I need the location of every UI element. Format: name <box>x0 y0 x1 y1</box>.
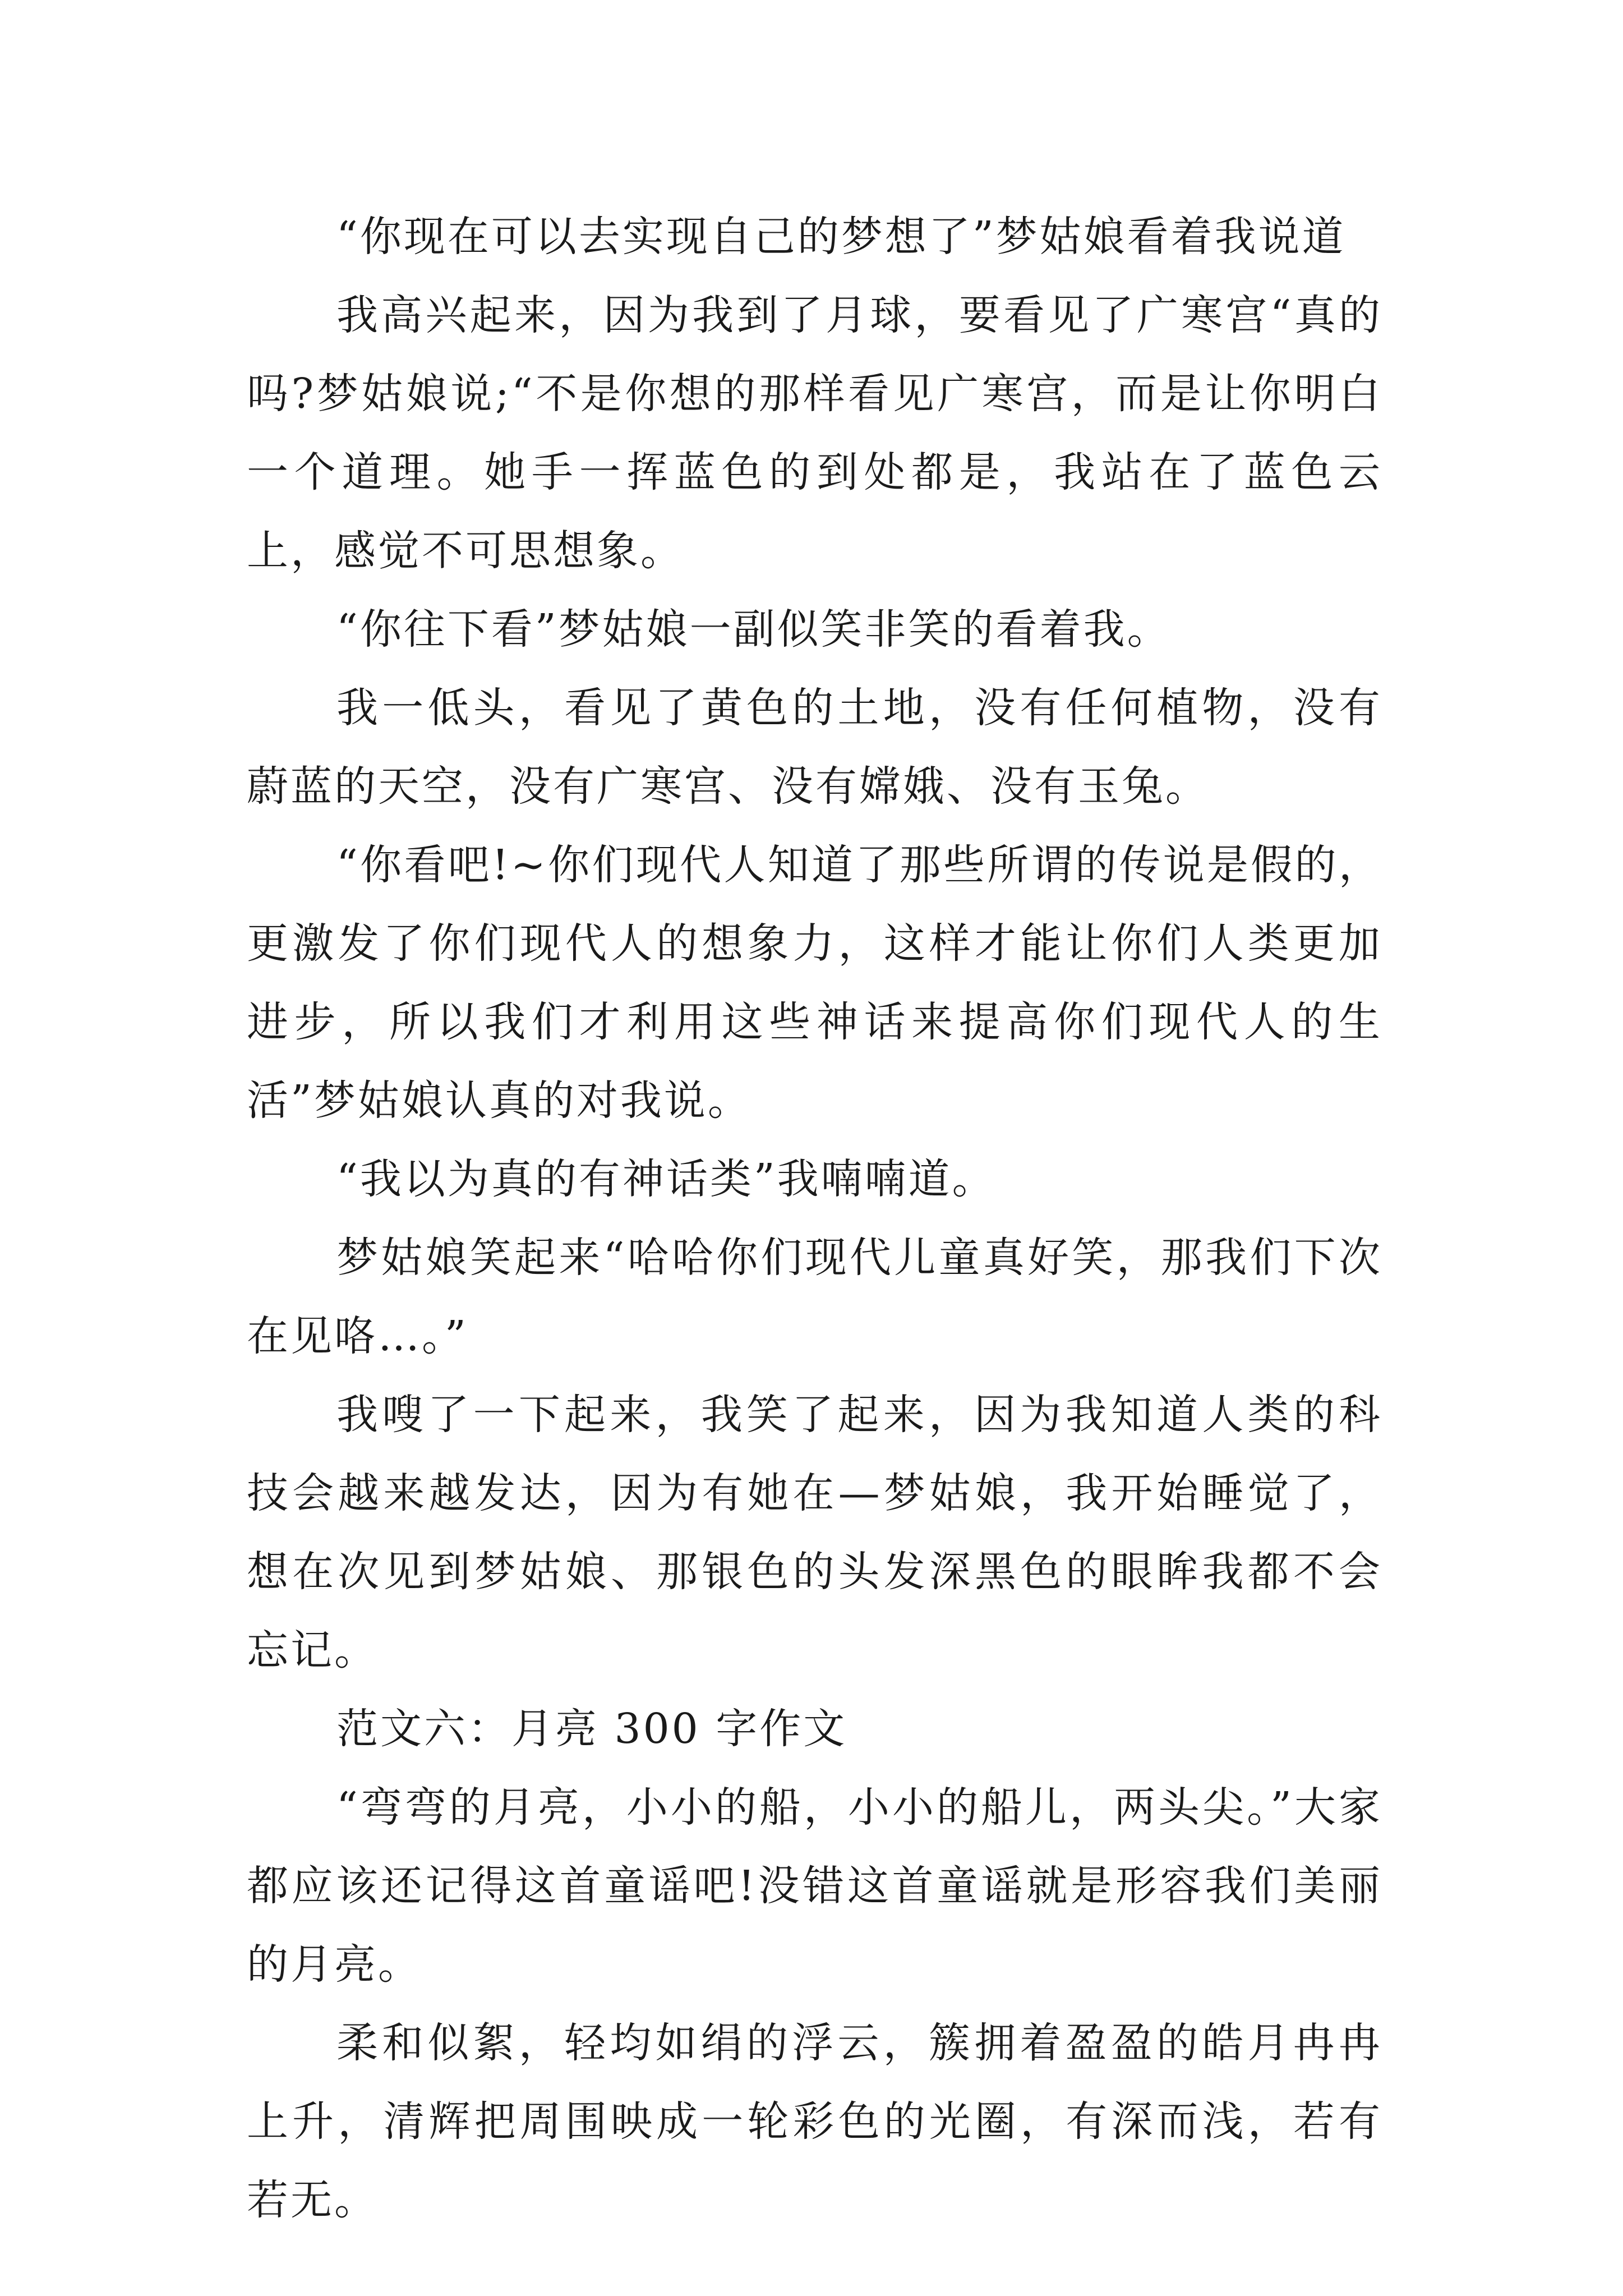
paragraph-2: 我高兴起来，因为我到了月球，要看见了广寒宫“真的吗?梦姑娘说;“不是你想的那样看见广寒宫，而是让你明白一个道理。她手一挥蓝色的到处都是，我站在了蓝色云上，感觉不可思想象。 <box>247 291 1382 575</box>
paragraph-7: 梦姑娘笑起来“哈哈你们现代儿童真好笑，那我们下次在见咯…。” <box>247 1234 1382 1360</box>
paragraph-5: “你看吧!~你们现代人知道了那些所谓的传说是假的，更激发了你们现代人的想象力，这样才能让你们人类更加进步，所以我们才利用这些神话来提高你们现代人的生活”梦姑娘认真的对我说。 <box>247 841 1382 1125</box>
paragraph-4: 我一低头，看见了黄色的土地，没有任何植物，没有蔚蓝的天空，没有广寒宫、没有嫦娥、没有玉兔。 <box>247 684 1382 811</box>
paragraph-10: 柔和似絮，轻均如绢的浮云，簇拥着盈盈的皓月冉冉上升，清辉把周围映成一轮彩色的光圈，有深而浅，若有若无。 <box>247 2019 1382 2224</box>
paragraph-6: “我以为真的有神话类”我喃喃道。 <box>336 1155 996 1203</box>
paragraph-9: “弯弯的月亮，小小的船，小小的船儿，两头尖。”大家都应该还记得这首童谣吧!没错这首童谣就是形容我们美丽的月亮。 <box>247 1783 1382 1989</box>
body-text <box>247 197 1382 2239</box>
section-heading: 范文六：月亮 300 字作文 <box>336 1705 847 1753</box>
paragraph-1: “你现在可以去实现自己的梦想了”梦姑娘看着我说道 <box>336 213 1346 261</box>
paragraph-8: 我嗖了一下起来，我笑了起来，因为我知道人类的科技会越来越发达，因为有她在—梦姑娘，我开始睡觉了，想在次见到梦姑娘、那银色的头发深黑色的眼眸我都不会忘记。 <box>247 1391 1382 1674</box>
paragraph-3: “你往下看”梦姑娘一副似笑非笑的看着我。 <box>336 605 1171 654</box>
